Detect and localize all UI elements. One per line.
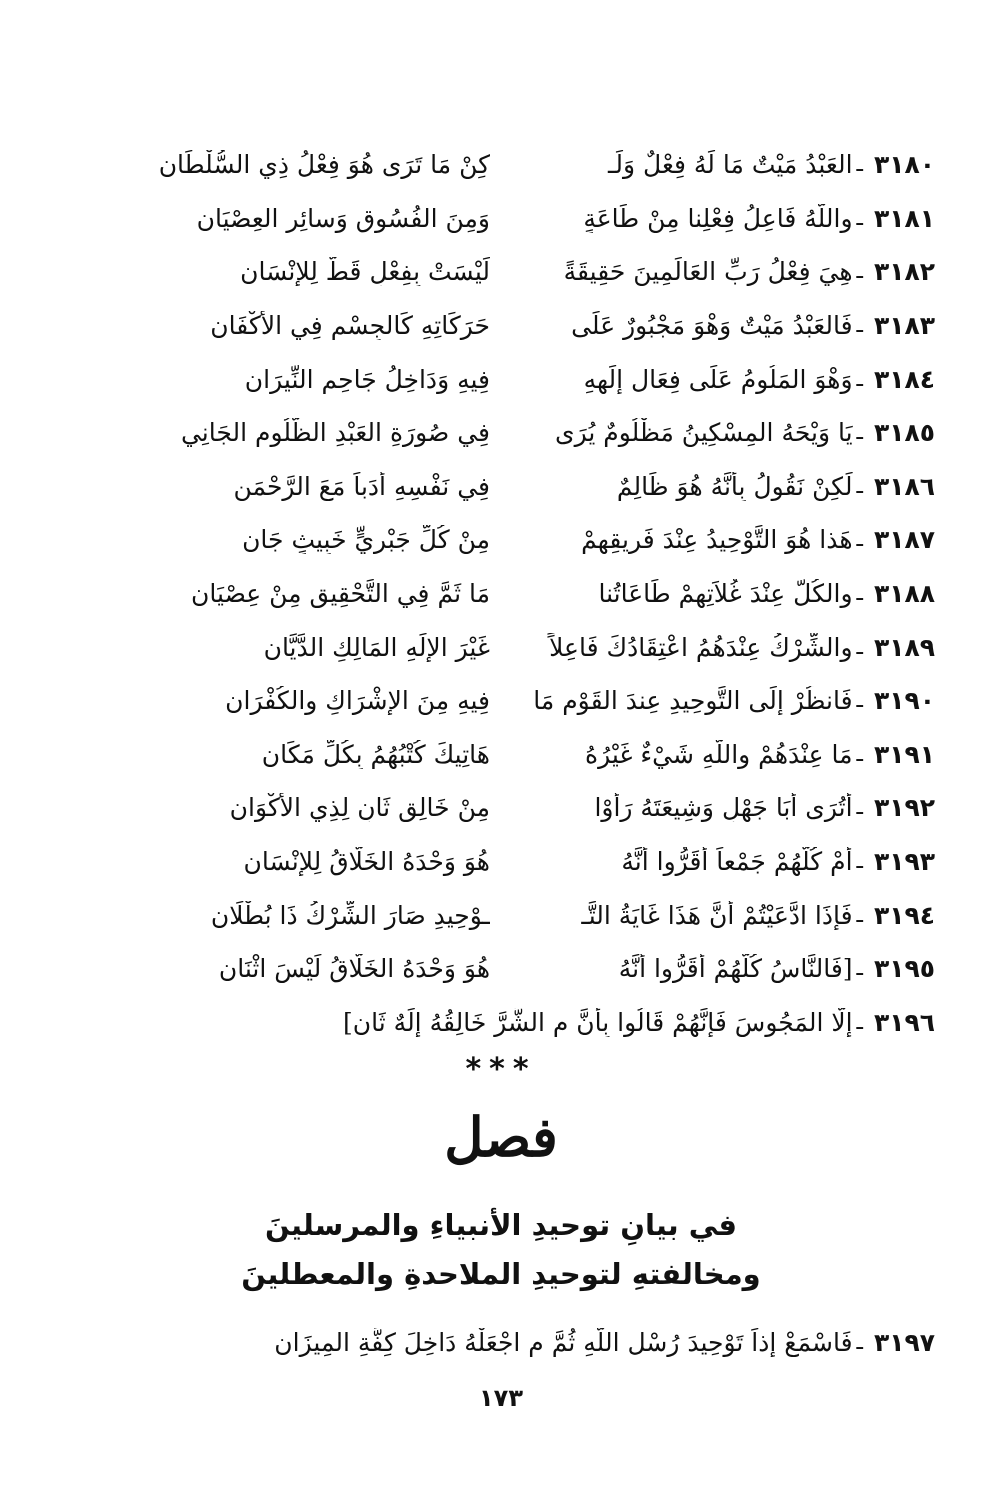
verse-first-hemistich: أَمْ كُلُّهُمْ جَمْعاً أَقَرُّوا أَنَّهُ [621, 847, 853, 877]
verse-second-hemistich: غَيْرَ الإِلَهِ المَالِكِ الدَّيَّانِ [263, 632, 490, 662]
verse-first-hemistich: هِيَ فِعْلُ رَبِّ العَالَمِينَ حَقِيقَةً [563, 257, 853, 287]
verse-first-hemistich: يَا وَيْحَهُ المِسْكِينُ مَظْلُومٌ يُرَى [555, 418, 853, 448]
verse-row: ٣١٨٩ ـ والشِّرْكُ عِنْدَهُمُ اعْتِقَادُكَ فَاعِلاً غَيْرَ الإِلَهِ المَالِكِ الدَّيَّانِ [70, 620, 935, 674]
page-number: ١٧٣ [479, 1384, 523, 1412]
verse-row: ٣١٨٠ ـ العَبْدُ مَيْتٌ مَا لَهُ فِعْلٌ وَلَـ كِنْ مَا تَرَى هُوَ فِعْلُ ذِي السُّلْطَانِ [70, 138, 935, 192]
verse-first-hemistich: لَكِنْ نَقُولُ بِأَنَّهُ هُوَ ظَالِمٌ [616, 471, 853, 501]
verse-number: ٣١٩٥ [873, 954, 935, 984]
verse-second-hemistich: حَرَكَاتِهِ كَالجِسْمِ فِي الأَكْفَانِ [210, 311, 490, 341]
verse-first-hemistich: مَا عِنْدَهُمْ واللَّهِ شَيْءٌ غَيْرُهُ [584, 739, 853, 769]
verse-row: ٣١٩٢ ـ أَتُرَى أَبَا جَهْلٍ وَشِيعَتَهُ رَأَوْا مِنْ خَالِقٍ ثَانٍ لِذِي الأَكْوَانِ [70, 781, 935, 835]
section-separator: *** [465, 1052, 537, 1087]
verse-first-hemistich: أَتُرَى أَبَا جَهْلٍ وَشِيعَتَهُ رَأَوْا [594, 793, 853, 823]
verse-number: ٣١٨١ [873, 203, 935, 233]
verse-number: ٣١٩٠ [873, 686, 935, 716]
verse-number: ٣١٨٨ [873, 579, 935, 609]
verse-number: ٣١٨٧ [873, 525, 935, 555]
section-heading-line-1: في بيانِ توحيدِ الأنبياءِ والمرسلينَ [264, 1208, 738, 1242]
verse-number: ٣١٩٣ [873, 847, 935, 877]
verse-row: ٣١٨١ ـ واللَّهُ فَاعِلُ فِعْلِنا مِنْ طَاعَةٍ وَمِنَ الفُسُوقِ وَسائِرِ العِصْيَانِ [70, 192, 935, 246]
verse-row: ٣١٨٧ ـ هَذا هُوَ التَّوْحِيدُ عِنْدَ فَرِيقِهِمْ مِنْ كُلِّ جَبْرِيٍّ خَبِيثٍ جَانِ [70, 513, 935, 567]
verse-row: ٣١٩٥ ـ [فَالنَّاسُ كُلُّهُمْ أَقَرُّوا أَنَّهُ هُوَ وَحْدَهُ الخَلَّاقُ لَيْسَ اثْنَانِ [70, 942, 935, 996]
verse-row: ٣١٩٤ ـ فَإِذَا ادَّعَيْتُمْ أَنَّ هَذَا غَايَةُ التَّـ ـوْحِيدِ صَارَ الشِّرْكُ ذَا بُطْلَانِ [70, 888, 935, 942]
verse-number: ٣١٩٧ [873, 1327, 935, 1357]
verse-first-hemistich: فَالعَبْدُ مَيْتٌ وَهْوَ مَجْبُورٌ عَلَى [571, 311, 853, 341]
verse-first-hemistich: وَهْوَ المَلُومُ عَلَى فِعَالِ إلَهِهِ [583, 364, 853, 394]
verse-first-hemistich: والشِّرْكُ عِنْدَهُمُ اعْتِقَادُكَ فَاعِلاً [549, 632, 853, 662]
verse-first-hemistich: واللَّهُ فَاعِلُ فِعْلِنا مِنْ طَاعَةٍ [583, 203, 853, 233]
verse-second-hemistich: هُوَ وَحْدَهُ الخَلَّاقُ لِلإِنْسَانِ [243, 847, 490, 877]
verse-row: ٣١٨٥ ـ يَا وَيْحَهُ المِسْكِينُ مَظْلُومٌ يُرَى فِي صُورَةِ العَبْدِ الظَّلُومِ الجَانِي [70, 406, 935, 460]
verse-second-hemistich: فِيهِ مِنَ الإِشْرَاكِ والكُفْرَانِ [225, 686, 490, 716]
verse-second-hemistich: لَيْسَتْ بِفِعْلٍ قَطُّ لِلإِنْسَانِ [240, 257, 490, 287]
verse-number: ٣١٨٠ [873, 150, 935, 180]
verse-row: ٣١٨٢ ـ هِيَ فِعْلُ رَبِّ العَالَمِينَ حَقِيقَةً لَيْسَتْ بِفِعْلٍ قَطُّ لِلإِنْسَانِ [70, 245, 935, 299]
verse-number: ٣١٩٦ [873, 1007, 935, 1037]
verse-second-hemistich: ـوْحِيدِ صَارَ الشِّرْكُ ذَا بُطْلَانِ [210, 900, 490, 930]
verse-full-line: إِلَّا المَجُوسَ فَإِنَّهُمْ قَالُوا بِأَنَّ م الشَّرَّ خَالِقُهُ إِلَهٌ ثَانِ] [343, 1007, 853, 1037]
verse-row: ٣١٩١ ـ مَا عِنْدَهُمْ واللَّهِ شَيْءٌ غَيْرُهُ هَاتِيكَ كُتْبُهُمُ بِكُلِّ مَكَانِ [70, 728, 935, 782]
verse-number: ٣١٨٣ [873, 311, 935, 341]
verse-second-hemistich: مِنْ كُلِّ جَبْرِيٍّ خَبِيثٍ جَانِ [242, 525, 490, 555]
verse-second-hemistich: فِي صُورَةِ العَبْدِ الظَّلُومِ الجَانِي [180, 418, 490, 448]
verse-second-hemistich: هَاتِيكَ كُتْبُهُمُ بِكُلِّ مَكَانِ [261, 739, 490, 769]
verse-number: ٣١٨٢ [873, 257, 935, 287]
verse-number: ٣١٨٩ [873, 632, 935, 662]
verse-second-hemistich: مَا ثَمَّ فِي التَّحْقِيقِ مِنْ عِصْيَانِ [191, 579, 490, 609]
verse-second-hemistich: كِنْ مَا تَرَى هُوَ فِعْلُ ذِي السُّلْطَانِ [158, 150, 490, 180]
verse-number: ٣١٩٤ [873, 900, 935, 930]
verse-second-hemistich: فِيهِ وَدَاخِلُ جَاحِمِ النِّيرَانِ [244, 364, 490, 394]
verse-number: ٣١٨٥ [873, 418, 935, 448]
section-heading-line-2: ومخالفتهِ لتوحيدِ الملاحدةِ والمعطلينَ [241, 1257, 761, 1291]
verse-second-hemistich: مِنْ خَالِقٍ ثَانٍ لِذِي الأَكْوَانِ [229, 793, 490, 823]
verse-first-hemistich: والكُلُّ عِنْدَ غُلاَتِهِمْ طَاعَاتُنا [598, 579, 853, 609]
verse-number: ٣١٨٦ [873, 471, 935, 501]
verse-number: ٣١٨٤ [873, 364, 935, 394]
verse-row: ٣١٨٨ ـ والكُلُّ عِنْدَ غُلاَتِهِمْ طَاعَاتُنا مَا ثَمَّ فِي التَّحْقِيقِ مِنْ عِصْيَانِ [70, 567, 935, 621]
verse-number: ٣١٩٢ [873, 793, 935, 823]
verse-row: ٣١٩٠ ـ فَانظُرْ إِلَى التَّوحِيدِ عِندَ القَوْمِ مَا فِيهِ مِنَ الإِشْرَاكِ والكُفْرَانِ [70, 674, 935, 728]
verse-row: ٣١٨٣ ـ فَالعَبْدُ مَيْتٌ وَهْوَ مَجْبُورٌ عَلَى حَرَكَاتِهِ كَالجِسْمِ فِي الأَكْفَانِ [70, 299, 935, 353]
verse-second-hemistich: هُوَ وَحْدَهُ الخَلَّاقُ لَيْسَ اثْنَانِ [218, 954, 490, 984]
verse-first-hemistich: [فَالنَّاسُ كُلُّهُمْ أَقَرُّوا أَنَّهُ [618, 954, 853, 984]
verse-first-hemistich: فَانظُرْ إِلَى التَّوحِيدِ عِندَ القَوْمِ مَا [533, 686, 853, 716]
verse-full-line: فَاسْمَعْ إِذاً تَوْحِيدَ رُسْلِ اللَّهِ ثُمَّ م اجْعَلْهُ دَاخِلَ كِفَّةِ المِيزَانِ [274, 1327, 853, 1357]
verse-list [70, 138, 935, 1049]
verse-row: ٣١٨٦ ـ لَكِنْ نَقُولُ بِأَنَّهُ هُوَ ظَالِمٌ فِي نَفْسِهِ أَدَباً مَعَ الرَّحْمَنِ [70, 460, 935, 514]
section-title: فصل [444, 1105, 558, 1169]
verse-second-hemistich: فِي نَفْسِهِ أَدَباً مَعَ الرَّحْمَنِ [233, 471, 490, 501]
verse-number: ٣١٩١ [873, 739, 935, 769]
verse-first-hemistich: فَإِذَا ادَّعَيْتُمْ أَنَّ هَذَا غَايَةُ التَّـ [581, 900, 853, 930]
verse-second-hemistich: وَمِنَ الفُسُوقِ وَسائِرِ العِصْيَانِ [196, 203, 490, 233]
verse-row: ٣١٨٤ ـ وَهْوَ المَلُومُ عَلَى فِعَالِ إلَهِهِ فِيهِ وَدَاخِلُ جَاحِمِ النِّيرَانِ [70, 352, 935, 406]
verse-row: ٣١٩٧ ـ فَاسْمَعْ إِذاً تَوْحِيدَ رُسْلِ اللَّهِ ثُمَّ م اجْعَلْهُ دَاخِلَ كِفَّةِ المِيزَانِ [70, 1315, 935, 1369]
verse-row: ٣١٩٦ ـ إِلَّا المَجُوسَ فَإِنَّهُمْ قَالُوا بِأَنَّ م الشَّرَّ خَالِقُهُ إِلَهٌ ثَانِ] [70, 996, 935, 1050]
verse-first-hemistich: العَبْدُ مَيْتٌ مَا لَهُ فِعْلٌ وَلَـ [608, 150, 853, 180]
verse-first-hemistich: هَذا هُوَ التَّوْحِيدُ عِنْدَ فَرِيقِهِمْ [581, 525, 853, 555]
verse-row: ٣١٩٣ ـ أَمْ كُلُّهُمْ جَمْعاً أَقَرُّوا أَنَّهُ هُوَ وَحْدَهُ الخَلَّاقُ لِلإِنْسَانِ [70, 835, 935, 889]
